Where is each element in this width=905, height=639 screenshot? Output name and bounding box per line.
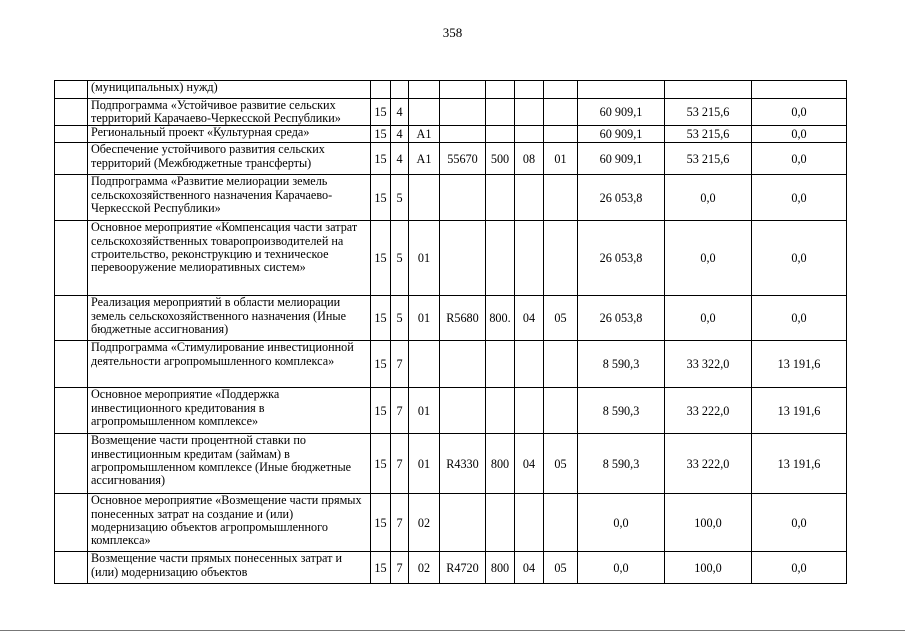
cell-v1: 8 590,3	[578, 388, 665, 434]
cell-c1: 15	[371, 341, 391, 388]
cell-c2	[391, 81, 409, 99]
cell-c1: 15	[371, 221, 391, 296]
row-name-cell: Возмещение части процентной ставки по инвестиционным кредитам (займам) в агропромышленном комплексе (Иные бюджетные ассигнования)	[88, 434, 371, 494]
cell-v3: 0,0	[752, 494, 847, 552]
cell-c7: 05	[544, 296, 578, 341]
row-name-cell: Основное мероприятие «Возмещение части прямых понесенных затрат на создание и (или) модернизацию объектов агропромышленного комплекса»	[88, 494, 371, 552]
indent-cell	[55, 143, 88, 175]
cell-c7	[544, 388, 578, 434]
cell-c1: 15	[371, 126, 391, 143]
cell-c4	[440, 494, 486, 552]
cell-c5: 800.	[486, 296, 515, 341]
cell-c6	[515, 494, 544, 552]
cell-v2: 100,0	[665, 494, 752, 552]
table-row	[55, 143, 847, 175]
cell-v1: 60 909,1	[578, 126, 665, 143]
indent-cell	[55, 221, 88, 296]
cell-c1: 15	[371, 434, 391, 494]
cell-c7: 05	[544, 552, 578, 584]
cell-c7	[544, 99, 578, 126]
cell-c2: 4	[391, 143, 409, 175]
cell-c2: 7	[391, 341, 409, 388]
cell-v2: 33 322,0	[665, 341, 752, 388]
cell-c3: A1	[409, 126, 440, 143]
cell-c4: R4330	[440, 434, 486, 494]
row-name-cell: Региональный проект «Культурная среда»	[88, 126, 371, 143]
cell-c3: 01	[409, 296, 440, 341]
cell-c1: 15	[371, 143, 391, 175]
cell-v2: 33 222,0	[665, 434, 752, 494]
cell-c7	[544, 126, 578, 143]
cell-v3: 0,0	[752, 99, 847, 126]
cell-c5	[486, 126, 515, 143]
indent-cell	[55, 175, 88, 221]
cell-v3: 0,0	[752, 143, 847, 175]
cell-c4	[440, 99, 486, 126]
cell-c7	[544, 494, 578, 552]
indent-cell	[55, 388, 88, 434]
cell-c5	[486, 175, 515, 221]
cell-v3: 0,0	[752, 296, 847, 341]
cell-c3	[409, 81, 440, 99]
cell-c3: A1	[409, 143, 440, 175]
cell-c5	[486, 494, 515, 552]
cell-c1: 15	[371, 296, 391, 341]
cell-v2: 53 215,6	[665, 99, 752, 126]
cell-c6: 04	[515, 296, 544, 341]
cell-v1: 0,0	[578, 552, 665, 584]
cell-c7	[544, 221, 578, 296]
row-name-cell: Подпрограмма «Развитие мелиорации земель сельскохозяйственного назначения Карачаево-Черкесской Республики»	[88, 175, 371, 221]
cell-v2	[665, 81, 752, 99]
indent-cell	[55, 296, 88, 341]
row-name-cell: Основное мероприятие «Компенсация части затрат сельскохозяйственных товаропроизводителей на строительство, реконструкцию и техническое перевооружение мелиоративных систем»	[88, 221, 371, 296]
cell-c4: R5680	[440, 296, 486, 341]
table-row	[55, 296, 847, 341]
indent-cell	[55, 494, 88, 552]
cell-c3	[409, 341, 440, 388]
cell-v3: 13 191,6	[752, 341, 847, 388]
cell-c2: 7	[391, 552, 409, 584]
cell-c6	[515, 99, 544, 126]
row-name-cell: Реализация мероприятий в области мелиорации земель сельскохозяйственного назначения (Иные бюджетные ассигнования)	[88, 296, 371, 341]
budget-table	[54, 80, 847, 584]
cell-c4	[440, 221, 486, 296]
cell-v1: 60 909,1	[578, 99, 665, 126]
table-row	[55, 552, 847, 584]
cell-v2: 53 215,6	[665, 126, 752, 143]
cell-v3: 13 191,6	[752, 434, 847, 494]
cell-c2: 5	[391, 221, 409, 296]
cell-c2: 7	[391, 494, 409, 552]
table-row	[55, 126, 847, 143]
cell-c1	[371, 81, 391, 99]
cell-c5: 800	[486, 434, 515, 494]
cell-c5	[486, 221, 515, 296]
cell-c3: 02	[409, 494, 440, 552]
indent-cell	[55, 552, 88, 584]
cell-c3	[409, 175, 440, 221]
cell-v2: 53 215,6	[665, 143, 752, 175]
cell-c7: 05	[544, 434, 578, 494]
cell-c2: 4	[391, 99, 409, 126]
cell-c6: 04	[515, 434, 544, 494]
page-bottom-edge	[0, 630, 905, 631]
cell-c4	[440, 341, 486, 388]
cell-c2: 5	[391, 296, 409, 341]
cell-c6	[515, 126, 544, 143]
cell-c4	[440, 126, 486, 143]
row-name-cell: Возмещение части прямых понесенных затрат и (или) модернизацию объектов	[88, 552, 371, 584]
indent-cell	[55, 99, 88, 126]
cell-c2: 7	[391, 388, 409, 434]
indent-cell	[55, 126, 88, 143]
cell-v1	[578, 81, 665, 99]
cell-c5	[486, 99, 515, 126]
cell-v1: 60 909,1	[578, 143, 665, 175]
cell-v1: 26 053,8	[578, 296, 665, 341]
cell-c1: 15	[371, 175, 391, 221]
cell-c5	[486, 341, 515, 388]
row-name-cell: Подпрограмма «Устойчивое развитие сельских территорий Карачаево-Черкесской Республики»	[88, 99, 371, 126]
cell-c2: 4	[391, 126, 409, 143]
cell-v3: 0,0	[752, 221, 847, 296]
row-name-cell: Основное мероприятие «Поддержка инвестиционного кредитования в агропромышленном комплексе»	[88, 388, 371, 434]
table-row	[55, 341, 847, 388]
cell-v3: 0,0	[752, 552, 847, 584]
cell-v1: 8 590,3	[578, 434, 665, 494]
cell-c6	[515, 175, 544, 221]
cell-c6	[515, 341, 544, 388]
cell-v3	[752, 81, 847, 99]
cell-c1: 15	[371, 99, 391, 126]
cell-c3	[409, 99, 440, 126]
cell-c7	[544, 81, 578, 99]
cell-v2: 0,0	[665, 175, 752, 221]
cell-v2: 33 222,0	[665, 388, 752, 434]
cell-c4	[440, 81, 486, 99]
cell-v1: 26 053,8	[578, 175, 665, 221]
cell-v3: 0,0	[752, 126, 847, 143]
cell-c2: 7	[391, 434, 409, 494]
cell-c6	[515, 388, 544, 434]
cell-v2: 0,0	[665, 221, 752, 296]
table-row	[55, 99, 847, 126]
cell-v2: 100,0	[665, 552, 752, 584]
cell-c2: 5	[391, 175, 409, 221]
cell-c6	[515, 221, 544, 296]
cell-c3: 02	[409, 552, 440, 584]
indent-cell	[55, 81, 88, 99]
cell-c1: 15	[371, 552, 391, 584]
row-name-cell: (муниципальных) нужд)	[88, 81, 371, 99]
cell-c4	[440, 388, 486, 434]
cell-c3: 01	[409, 388, 440, 434]
cell-c6: 04	[515, 552, 544, 584]
cell-c4	[440, 175, 486, 221]
cell-c5: 800	[486, 552, 515, 584]
cell-c1: 15	[371, 494, 391, 552]
cell-c5	[486, 81, 515, 99]
cell-c6	[515, 81, 544, 99]
cell-v1: 8 590,3	[578, 341, 665, 388]
cell-c1: 15	[371, 388, 391, 434]
cell-v2: 0,0	[665, 296, 752, 341]
cell-v3: 0,0	[752, 175, 847, 221]
cell-c5: 500	[486, 143, 515, 175]
cell-c7: 01	[544, 143, 578, 175]
cell-c6: 08	[515, 143, 544, 175]
cell-c7	[544, 341, 578, 388]
cell-v3: 13 191,6	[752, 388, 847, 434]
indent-cell	[55, 341, 88, 388]
indent-cell	[55, 434, 88, 494]
cell-c4: 55670	[440, 143, 486, 175]
table-row	[55, 388, 847, 434]
cell-c5	[486, 388, 515, 434]
cell-c3: 01	[409, 434, 440, 494]
row-name-cell: Подпрограмма «Стимулирование инвестиционной деятельности агропромышленного комплекса»	[88, 341, 371, 388]
cell-c4: R4720	[440, 552, 486, 584]
cell-v1: 0,0	[578, 494, 665, 552]
cell-c3: 01	[409, 221, 440, 296]
table-row	[55, 434, 847, 494]
table-row	[55, 175, 847, 221]
table-row	[55, 494, 847, 552]
cell-v1: 26 053,8	[578, 221, 665, 296]
cell-c7	[544, 175, 578, 221]
table-row	[55, 221, 847, 296]
table-row	[55, 81, 847, 99]
page-number: 358	[442, 25, 463, 40]
row-name-cell: Обеспечение устойчивого развития сельских территорий (Межбюджетные трансферты)	[88, 143, 371, 175]
